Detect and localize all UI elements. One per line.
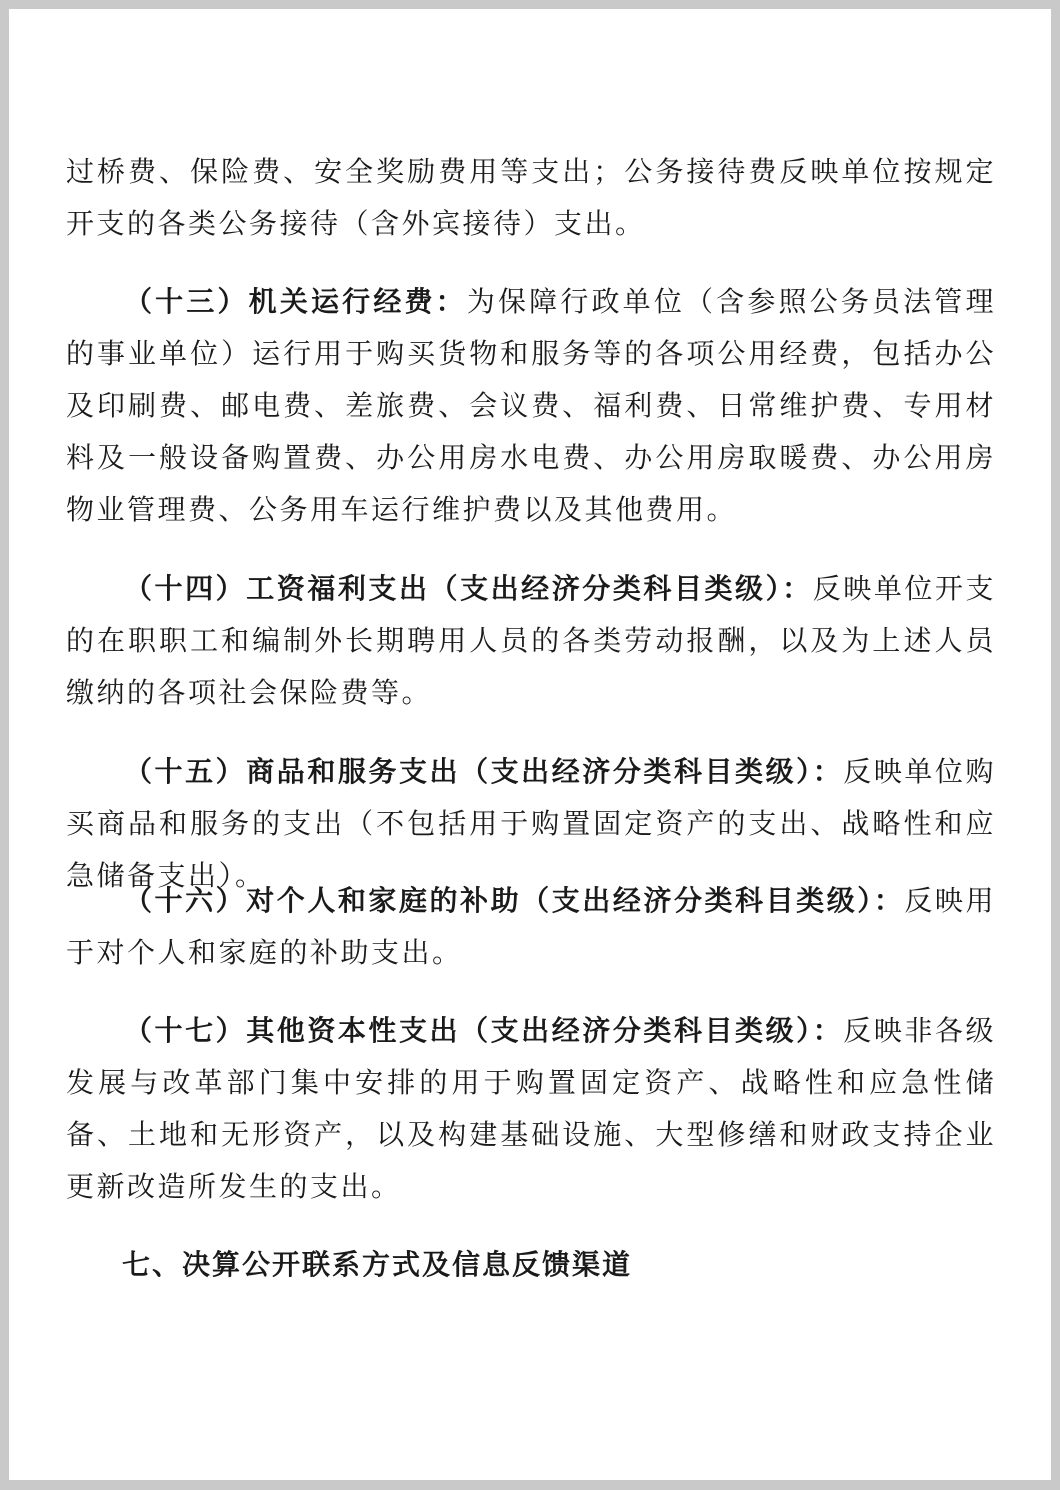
paragraph-lead: （十七）其他资本性支出（支出经济分类科目类级）： [124, 1014, 844, 1047]
paragraph-item-13 [66, 276, 996, 536]
paragraph-text: 反映非各级发展与改革部门集中安排的用于购置固定资产、战略性和应急性储备、土地和无形资产，以及构建基础设施、大型修缮和财政支持企业更新改造所发生的支出。 [66, 1014, 996, 1203]
document-page [9, 9, 1051, 1480]
paragraph-text: 过桥费、保险费、安全奖励费用等支出；公务接待费反映单位按规定开支的各类公务接待（含外宾接待）支出。 [66, 155, 996, 240]
section-heading: 七、决算公开联系方式及信息反馈渠道 [122, 1248, 633, 1281]
paragraph-lead: （十三）机关运行经费： [124, 285, 467, 318]
paragraph-text: 反映单位开支的在职职工和编制外长期聘用人员的各类劳动报酬，以及为上述人员缴纳的各项社会保险费等。 [66, 572, 996, 709]
paragraph-lead: （十四）工资福利支出（支出经济分类科目类级）： [124, 572, 813, 605]
paragraph-lead: （十五）商品和服务支出（支出经济分类科目类级）： [124, 755, 844, 788]
paragraph-item-16 [66, 875, 996, 979]
paragraph-lead: （十六）对个人和家庭的补助（支出经济分类科目类级）： [124, 884, 905, 917]
paragraph-text: 反映单位购买商品和服务的支出（不包括用于购置固定资产的支出、战略性和应急储备支出）。 [66, 755, 996, 892]
paragraph-text: 反映用于对个人和家庭的补助支出。 [66, 884, 996, 969]
paragraph-continuation [66, 146, 996, 250]
paragraph-text: 为保障行政单位（含参照公务员法管理的事业单位）运行用于购买货物和服务等的各项公用经费，包括办公及印刷费、邮电费、差旅费、会议费、福利费、日常维护费、专用材料及一般设备购置费、办公用房水电费、办公用房取暖费、办公用房物业管理费、公务用车运行维护费以及其他费用。 [66, 285, 996, 526]
paragraph-item-17 [66, 1005, 996, 1213]
paragraph-item-14 [66, 563, 996, 719]
